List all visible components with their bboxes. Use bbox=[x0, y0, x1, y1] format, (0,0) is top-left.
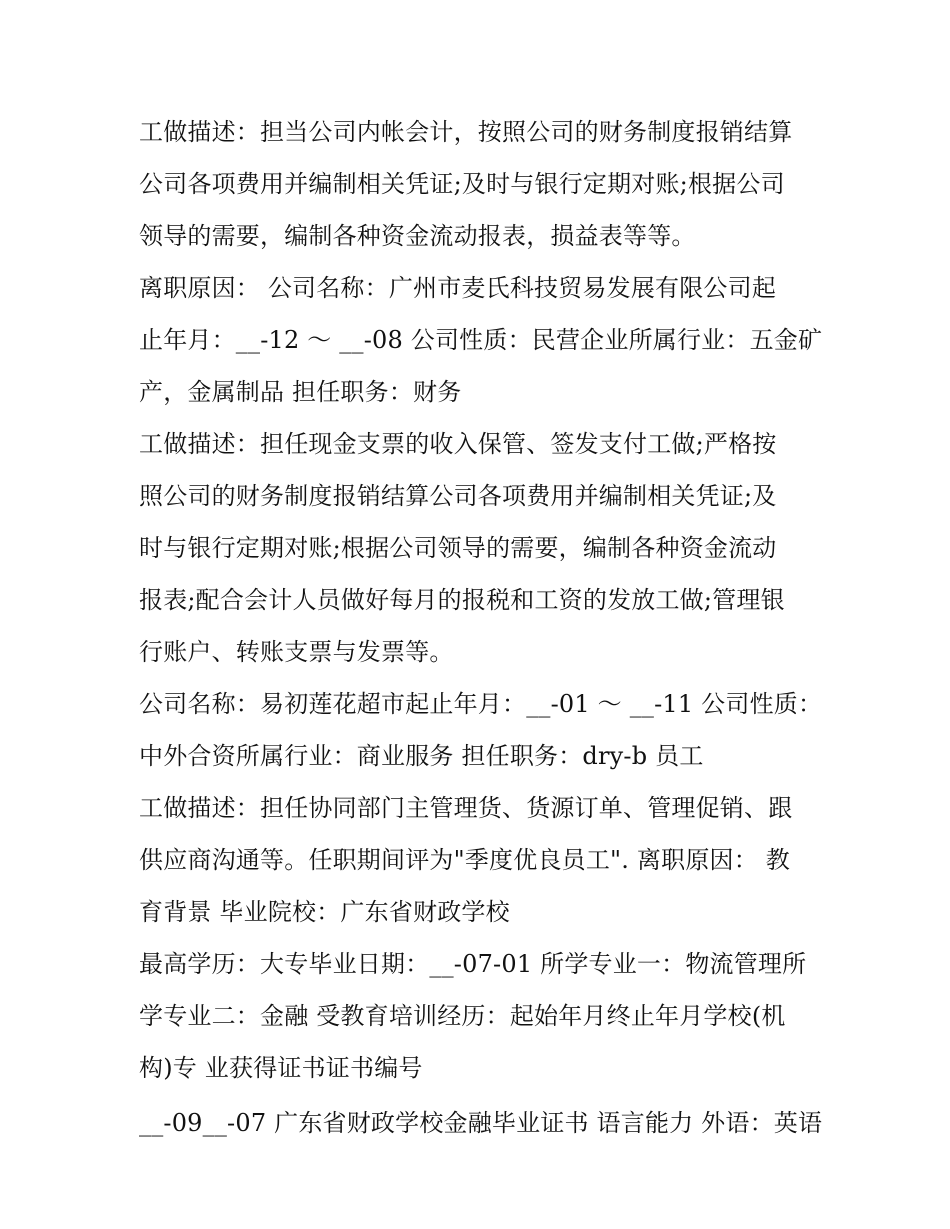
text-line: 公司各项费用并编制相关凭证;及时与银行定期对账;根据公司 bbox=[139, 170, 785, 198]
text-line: __-09__-07 广东省财政学校金融毕业证书 语言能力 外语：英语 bbox=[139, 1109, 823, 1137]
text-line: 照公司的财务制度报销结算公司各项费用并编制相关凭证;及 bbox=[139, 482, 777, 510]
text-line: 育背景 毕业院校：广东省财政学校 bbox=[139, 898, 510, 926]
text-line: 供应商沟通等。任职期间评为"季度优良员工". 离职原因： 教 bbox=[139, 846, 790, 874]
text-line: 工做描述：担任协同部门主管理货、货源订单、管理促销、跟 bbox=[139, 794, 793, 822]
text-line: 构)专 业获得证书证书编号 bbox=[139, 1054, 423, 1082]
text-line: 领导的需要，编制各种资金流动报表，损益表等等。 bbox=[139, 222, 696, 250]
text-line: 工做描述：担当公司内帐会计，按照公司的财务制度报销结算 bbox=[139, 118, 793, 146]
text-line: 离职原因： 公司名称：广州市麦氏科技贸易发展有限公司起 bbox=[139, 274, 777, 302]
resume-text-block bbox=[139, 106, 823, 1149]
text-line: 时与银行定期对账;根据公司领导的需要，编制各种资金流动 bbox=[139, 534, 777, 562]
text-line: 公司名称：易初莲花超市起止年月：__-01 ～ __-11 公司性质： bbox=[139, 690, 823, 718]
text-line: 行账户、转账支票与发票等。 bbox=[139, 638, 454, 666]
text-line: 工做描述：担任现金支票的收入保管、签发支付工做;严格按 bbox=[139, 430, 777, 458]
text-line: 中外合资所属行业：商业服务 担任职务：dry-b 员工 bbox=[139, 742, 704, 770]
text-line: 学专业二：金融 受教育培训经历：起始年月终止年月学校(机 bbox=[139, 1002, 786, 1030]
text-line: 最高学历：大专毕业日期：__-07-01 所学专业一：物流管理所 bbox=[139, 950, 807, 978]
text-line: 报表;配合会计人员做好每月的报税和工资的发放工做;管理银 bbox=[139, 586, 785, 614]
text-line: 产，金属制品 担任职务：财务 bbox=[139, 378, 462, 406]
text-line: 止年月：__-12 ～ __-08 公司性质：民营企业所属行业：五金矿 bbox=[139, 326, 823, 354]
